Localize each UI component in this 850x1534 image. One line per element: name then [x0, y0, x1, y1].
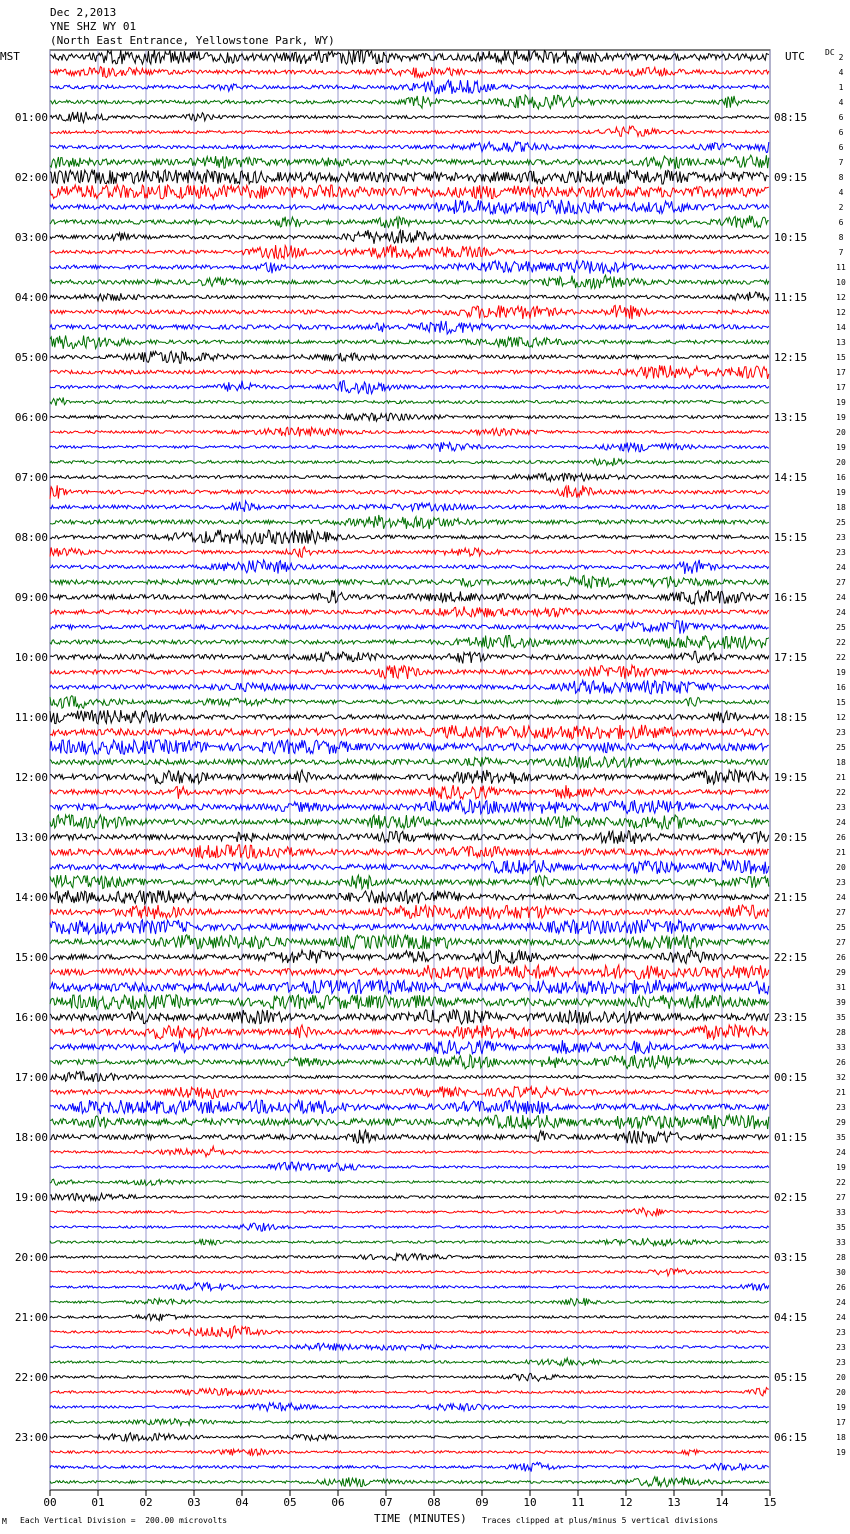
- x-tick-label: 12: [619, 1496, 633, 1509]
- dc-offset-label: 7: [838, 158, 844, 167]
- x-tick-label: 03: [187, 1496, 201, 1509]
- mst-hour-label: 21:00: [14, 1311, 48, 1324]
- utc-hour-label: 11:15: [774, 291, 808, 304]
- dc-offset-label: 30: [836, 1268, 846, 1277]
- utc-hour-label: 02:15: [774, 1191, 808, 1204]
- dc-offset-label: 6: [838, 218, 844, 227]
- trace-32: [50, 515, 769, 529]
- mst-hour-label: 11:00: [14, 711, 48, 724]
- dc-offset-label: 32: [836, 1073, 846, 1082]
- trace-50: [50, 785, 769, 799]
- trace-21: [50, 351, 769, 363]
- dc-offset-label: 25: [836, 623, 846, 632]
- trace-72: [50, 1115, 769, 1129]
- dc-offset-label: 6: [838, 113, 844, 122]
- trace-6: [50, 126, 769, 136]
- trace-44: [50, 696, 769, 708]
- utc-hour-label: 20:15: [774, 831, 808, 844]
- trace-64: [50, 995, 769, 1009]
- trace-43: [50, 680, 769, 694]
- trace-8: [50, 155, 769, 169]
- dc-offset-label: 10: [836, 278, 846, 287]
- trace-16: [50, 275, 769, 288]
- dc-offset-label: 35: [836, 1013, 846, 1022]
- dc-offset-label: 24: [836, 1313, 846, 1322]
- trace-61: [50, 950, 769, 964]
- trace-5: [50, 112, 769, 123]
- trace-13: [50, 230, 769, 244]
- x-tick-label: 10: [523, 1496, 537, 1509]
- dc-label: DC: [825, 48, 835, 57]
- trace-53: [50, 831, 769, 844]
- dc-offset-label: 23: [836, 1328, 846, 1337]
- dc-offset-label: 22: [836, 1178, 846, 1187]
- station-code: YNE SHZ WY 01: [50, 20, 137, 33]
- trace-67: [50, 1040, 769, 1054]
- mst-hour-label: 17:00: [14, 1071, 48, 1084]
- trace-14: [50, 245, 769, 259]
- x-tick-label: 05: [283, 1496, 297, 1509]
- trace-38: [50, 606, 769, 617]
- trace-2: [50, 67, 769, 78]
- dc-offset-label: 7: [838, 248, 844, 257]
- utc-hour-label: 09:15: [774, 171, 808, 184]
- station-location: (North East Entrance, Yellowstone Park, WY): [50, 34, 335, 47]
- trace-24: [50, 398, 769, 406]
- dc-offset-label: 18: [836, 1433, 846, 1442]
- dc-offset-label: 11: [836, 263, 846, 272]
- dc-offset-label: 19: [836, 668, 846, 677]
- dc-offset-label: 26: [836, 1283, 846, 1292]
- utc-hour-label: 18:15: [774, 711, 808, 724]
- trace-9: [50, 170, 769, 184]
- dc-offset-label: 4: [838, 188, 844, 197]
- dc-offset-label: 22: [836, 788, 846, 797]
- trace-69: [50, 1072, 769, 1082]
- trace-84: [50, 1298, 769, 1306]
- left-axis-label: MST: [0, 50, 20, 63]
- dc-offset-label: 23: [836, 1358, 846, 1367]
- x-axis-title: TIME (MINUTES): [374, 1512, 467, 1525]
- trace-4: [50, 95, 769, 109]
- mst-hour-label: 07:00: [14, 471, 48, 484]
- mst-hour-label: 09:00: [14, 591, 48, 604]
- utc-hour-label: 13:15: [774, 411, 808, 424]
- mst-hour-label: 10:00: [14, 651, 48, 664]
- trace-3: [50, 80, 769, 94]
- trace-22: [50, 365, 769, 379]
- dc-offset-label: 24: [836, 608, 846, 617]
- trace-52: [50, 815, 769, 829]
- dc-offset-label: 23: [836, 533, 846, 542]
- dc-offset-label: 19: [836, 1163, 846, 1172]
- trace-49: [50, 770, 769, 784]
- mst-hour-label: 06:00: [14, 411, 48, 424]
- trace-68: [50, 1055, 769, 1069]
- dc-offset-label: 33: [836, 1238, 846, 1247]
- dc-offset-label: 21: [836, 1088, 846, 1097]
- dc-offset-label: 33: [836, 1043, 846, 1052]
- dc-offset-label: 25: [836, 743, 846, 752]
- trace-94: [50, 1448, 769, 1455]
- trace-59: [50, 920, 769, 934]
- dc-offset-label: 2: [838, 203, 844, 212]
- trace-93: [50, 1433, 769, 1441]
- utc-hour-label: 03:15: [774, 1251, 808, 1264]
- dc-offset-label: 29: [836, 1118, 846, 1127]
- clip-note: Traces clipped at plus/minus 5 vertical divisions: [482, 1516, 719, 1525]
- dc-offset-label: 18: [836, 758, 846, 767]
- x-tick-label: 09: [475, 1496, 489, 1509]
- x-tick-label: 11: [571, 1496, 585, 1509]
- dc-offset-label: 21: [836, 848, 846, 857]
- trace-39: [50, 621, 769, 634]
- trace-12: [50, 216, 769, 229]
- dc-offset-label: 20: [836, 1388, 846, 1397]
- mst-hour-label: 20:00: [14, 1251, 48, 1264]
- trace-78: [50, 1208, 769, 1216]
- trace-18: [50, 305, 769, 319]
- trace-36: [50, 575, 769, 588]
- mst-hour-label: 04:00: [14, 291, 48, 304]
- utc-hour-label: 16:15: [774, 591, 808, 604]
- utc-hour-label: 17:15: [774, 651, 808, 664]
- trace-15: [50, 261, 769, 274]
- trace-73: [50, 1130, 769, 1144]
- plot-date: Dec 2,2013: [50, 6, 117, 19]
- dc-offset-label: 8: [838, 233, 844, 242]
- trace-71: [50, 1100, 769, 1114]
- dc-offset-label: 33: [836, 1208, 846, 1217]
- mst-hour-label: 22:00: [14, 1371, 48, 1384]
- dc-offset-label: 12: [836, 713, 846, 722]
- trace-34: [50, 547, 769, 558]
- dc-offset-label: 35: [836, 1133, 846, 1142]
- trace-66: [50, 1025, 769, 1039]
- trace-25: [50, 413, 769, 421]
- dc-offset-label: 24: [836, 563, 846, 572]
- trace-56: [50, 875, 769, 889]
- trace-96: [50, 1477, 769, 1487]
- dc-offset-label: 25: [836, 518, 846, 527]
- mst-hour-label: 18:00: [14, 1131, 48, 1144]
- trace-70: [50, 1086, 769, 1098]
- mst-hour-label: 16:00: [14, 1011, 48, 1024]
- trace-77: [50, 1193, 769, 1201]
- dc-offset-label: 35: [836, 1223, 846, 1232]
- dc-offset-label: 28: [836, 1028, 846, 1037]
- dc-offset-label: 17: [836, 383, 846, 392]
- trace-80: [50, 1238, 769, 1246]
- trace-58: [50, 905, 769, 919]
- trace-23: [50, 381, 769, 394]
- x-tick-label: 00: [43, 1496, 57, 1509]
- dc-offset-label: 24: [836, 893, 846, 902]
- mst-hour-label: 03:00: [14, 231, 48, 244]
- dc-offset-label: 19: [836, 443, 846, 452]
- dc-offset-label: 27: [836, 1193, 846, 1202]
- dc-offset-label: 26: [836, 953, 846, 962]
- dc-offset-label: 15: [836, 698, 846, 707]
- trace-48: [50, 756, 769, 768]
- dc-offset-label: 24: [836, 1148, 846, 1157]
- trace-29: [50, 473, 769, 481]
- dc-offset-label: 25: [836, 923, 846, 932]
- x-tick-label: 13: [667, 1496, 681, 1509]
- dc-offset-label: 23: [836, 803, 846, 812]
- dc-offset-label: 19: [836, 1403, 846, 1412]
- trace-10: [50, 185, 769, 199]
- dc-offset-label: 20: [836, 1373, 846, 1382]
- trace-35: [50, 560, 769, 574]
- trace-42: [50, 665, 769, 679]
- trace-86: [50, 1326, 769, 1338]
- x-tick-label: 15: [763, 1496, 777, 1509]
- trace-7: [50, 142, 769, 153]
- dc-offset-label: 29: [836, 968, 846, 977]
- trace-30: [50, 485, 769, 499]
- trace-63: [50, 980, 769, 994]
- dc-offset-label: 23: [836, 728, 846, 737]
- trace-17: [50, 292, 769, 301]
- trace-85: [50, 1314, 769, 1321]
- dc-offset-label: 16: [836, 683, 846, 692]
- dc-offset-label: 8: [838, 173, 844, 182]
- trace-74: [50, 1146, 769, 1156]
- trace-57: [50, 890, 769, 904]
- trace-82: [50, 1269, 769, 1276]
- utc-hour-label: 23:15: [774, 1011, 808, 1024]
- trace-33: [50, 530, 769, 544]
- trace-91: [50, 1403, 769, 1412]
- utc-hour-label: 14:15: [774, 471, 808, 484]
- trace-92: [50, 1419, 769, 1426]
- utc-hour-label: 06:15: [774, 1431, 808, 1444]
- dc-offset-label: 28: [836, 1253, 846, 1262]
- trace-60: [50, 935, 769, 949]
- trace-65: [50, 1010, 769, 1024]
- dc-offset-label: 17: [836, 368, 846, 377]
- dc-offset-label: 12: [836, 293, 846, 302]
- dc-offset-label: 18: [836, 503, 846, 512]
- mst-hour-label: 08:00: [14, 531, 48, 544]
- dc-offset-label: 23: [836, 878, 846, 887]
- trace-26: [50, 427, 769, 436]
- trace-40: [50, 635, 769, 649]
- dc-offset-label: 17: [836, 1418, 846, 1427]
- dc-offset-label: 12: [836, 308, 846, 317]
- trace-51: [50, 800, 769, 814]
- utc-hour-label: 15:15: [774, 531, 808, 544]
- utc-hour-label: 12:15: [774, 351, 808, 364]
- trace-95: [50, 1462, 769, 1471]
- dc-offset-label: 24: [836, 593, 846, 602]
- x-tick-label: 07: [379, 1496, 393, 1509]
- dc-offset-label: 24: [836, 818, 846, 827]
- dc-offset-label: 39: [836, 998, 846, 1007]
- dc-offset-label: 22: [836, 653, 846, 662]
- dc-offset-label: 16: [836, 473, 846, 482]
- right-axis-label: UTC: [785, 50, 805, 63]
- dc-offset-label: 27: [836, 938, 846, 947]
- trace-76: [50, 1179, 769, 1186]
- trace-41: [50, 651, 769, 663]
- mst-hour-label: 23:00: [14, 1431, 48, 1444]
- dc-offset-label: 20: [836, 428, 846, 437]
- dc-offset-label: 2: [838, 53, 844, 62]
- dc-offset-label: 23: [836, 1343, 846, 1352]
- trace-31: [50, 501, 769, 512]
- mst-hour-label: 12:00: [14, 771, 48, 784]
- trace-37: [50, 590, 769, 604]
- trace-62: [50, 965, 769, 979]
- dc-offset-label: 14: [836, 323, 846, 332]
- dc-offset-label: 20: [836, 458, 846, 467]
- dc-offset-label: 26: [836, 833, 846, 842]
- utc-hour-label: 19:15: [774, 771, 808, 784]
- trace-83: [50, 1283, 769, 1291]
- dc-offset-label: 19: [836, 398, 846, 407]
- trace-81: [50, 1254, 769, 1261]
- dc-offset-label: 20: [836, 863, 846, 872]
- mst-hour-label: 13:00: [14, 831, 48, 844]
- trace-47: [50, 740, 769, 754]
- trace-19: [50, 321, 769, 334]
- dc-offset-label: 4: [838, 68, 844, 77]
- trace-11: [50, 200, 769, 214]
- mst-hour-label: 15:00: [14, 951, 48, 964]
- mst-hour-label: 14:00: [14, 891, 48, 904]
- utc-hour-label: 10:15: [774, 231, 808, 244]
- dc-offset-label: 6: [838, 143, 844, 152]
- trace-27: [50, 442, 769, 452]
- trace-46: [50, 725, 769, 739]
- x-tick-label: 06: [331, 1496, 345, 1509]
- dc-offset-label: 27: [836, 578, 846, 587]
- dc-offset-label: 15: [836, 353, 846, 362]
- trace-90: [50, 1388, 769, 1396]
- x-tick-label: 08: [427, 1496, 441, 1509]
- mst-hour-label: 02:00: [14, 171, 48, 184]
- dc-offset-label: 23: [836, 548, 846, 557]
- dc-offset-label: 6: [838, 128, 844, 137]
- trace-1: [50, 50, 769, 64]
- dc-offset-label: 19: [836, 1448, 846, 1457]
- dc-offset-label: 26: [836, 1058, 846, 1067]
- logo-mark: M: [2, 1517, 7, 1526]
- scale-note: Each Vertical Division = 200.00 microvolts: [20, 1516, 228, 1525]
- dc-offset-label: 19: [836, 488, 846, 497]
- mst-hour-label: 05:00: [14, 351, 48, 364]
- trace-20: [50, 336, 769, 349]
- trace-55: [50, 860, 769, 874]
- utc-hour-label: 01:15: [774, 1131, 808, 1144]
- dc-offset-label: 24: [836, 1298, 846, 1307]
- dc-offset-label: 19: [836, 413, 846, 422]
- mst-hour-label: 19:00: [14, 1191, 48, 1204]
- utc-hour-label: 05:15: [774, 1371, 808, 1384]
- utc-hour-label: 04:15: [774, 1311, 808, 1324]
- dc-offset-label: 13: [836, 338, 846, 347]
- dc-offset-label: 31: [836, 983, 846, 992]
- utc-hour-label: 08:15: [774, 111, 808, 124]
- trace-28: [50, 458, 769, 466]
- x-tick-label: 04: [235, 1496, 249, 1509]
- dc-offset-label: 4: [838, 98, 844, 107]
- trace-88: [50, 1358, 769, 1366]
- dc-offset-label: 21: [836, 773, 846, 782]
- dc-offset-label: 22: [836, 638, 846, 647]
- x-tick-label: 02: [139, 1496, 153, 1509]
- dc-offset-label: 23: [836, 1103, 846, 1112]
- trace-45: [50, 710, 769, 724]
- utc-hour-label: 22:15: [774, 951, 808, 964]
- utc-hour-label: 00:15: [774, 1071, 808, 1084]
- trace-54: [50, 845, 769, 859]
- dc-offset-label: 27: [836, 908, 846, 917]
- trace-87: [50, 1343, 769, 1350]
- x-tick-label: 01: [91, 1496, 105, 1509]
- trace-75: [50, 1162, 769, 1171]
- trace-79: [50, 1223, 769, 1231]
- trace-89: [50, 1373, 769, 1381]
- utc-hour-label: 21:15: [774, 891, 808, 904]
- dc-offset-label: 1: [838, 83, 844, 92]
- mst-hour-label: 01:00: [14, 111, 48, 124]
- x-tick-label: 14: [715, 1496, 729, 1509]
